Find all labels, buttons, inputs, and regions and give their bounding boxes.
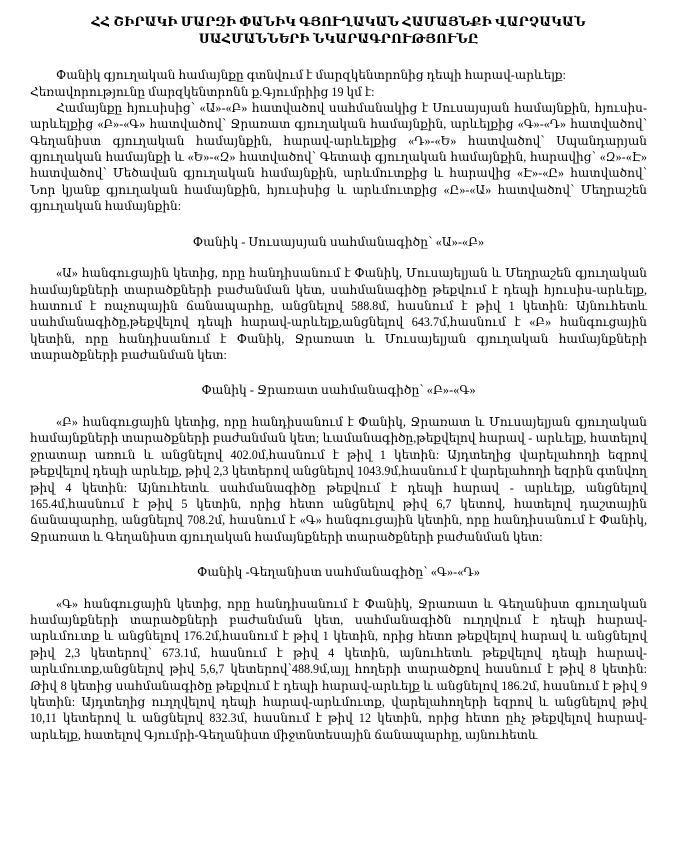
spacer bbox=[30, 363, 647, 382]
section-3-paragraph-1: «Գ» հանգուցային կետից, որը հանդիսանում է Փանիկ, Ջրառատ և Գեղանիստ գյուղական համայնքների տարածքների բաժանման կետ, սահմանագիծն ուղղվում է դեպի հարավ-արևմուտք և անցնելով 176.2մ,հասնում է թիվ 1 կետին, որից հետո թեքվելով հարավ և անցնելով թիվ 2,3 կետերով՝ 673.1մ, հասնում է թիվ 4 կետին, այնուհետև թեքվելով դեպի հարավ-արևմուտք,անցնելով թիվ 5,6,7 կետերով՝488.9մ,այլ հողերի տարածքով հասնում է թիվ 8 կետին: Թիվ 8 կետից սահմանագիծը թեքվում է դեպի հարավ-արևելք և անցնելով 186.2մ, հասնում է թիվ 9 կետին: Այդտեղից ուղղվելով դեպի հարավ-արևմուտք, վարելահողերի եզրով և անցնելով թիվ 10,11 կետերով և անցնելով 832.3մ, հասնում է թիվ 12 կետին, որից հետո ըհչ թեքվելով հարավ-արևելք, հատելով Գյումրի-Գեղանիստ միջտնտեսային ճանապարհը, այնուհետև bbox=[30, 596, 647, 742]
section-heading-1: Փանիկ - Սուսայսյան սահմանագիծը՝ «Ա»-«Բ» bbox=[192, 234, 485, 249]
spacer bbox=[30, 545, 647, 564]
intro-paragraph-2: Հեռավորությունը մարզկենտրոնն ք.Գյումրիից 19 կմ է: bbox=[30, 84, 375, 99]
page-title-line-2: ՍԱՀՄԱՆՆԵՐԻ ՆԿԱՐԱԳՐՈՒԹՅՈՒՆԸ bbox=[198, 31, 479, 46]
page-title-line-1: ՀՀ ՇԻՐԱԿԻ ՄԱՐԶԻ ՓԱՆԻԿ ԳՅՈՒՂԱԿԱՆ ՀԱՄԱՅՆՔԻ ՎԱՐՉԱԿԱՆ bbox=[91, 15, 586, 29]
intro-paragraph-3: Համայնքը հյուսիսից՝ «Ա»-«Բ» հատվածով սահմանակից է Սուսայսյան համայնքին, հյուսիս-արևելքից «Բ»-«Գ» հատվածով՝ Ջրառատ գյուղական համայնքին, արևելքից «Գ»-«Դ» հատվածով՝ Գեղանիստ գյուղական համայնքին, հարավ-արևելքից «Դ»-«Ե» հատվածով՝ Սպանդարյան գյուղական համայնքի և «Ե»-«Զ» հատվածով՝ Գետափ գյուղական համայնքին, հարավից՝ «Զ»-«Է» հատվածով՝ Մեծավան գյուղական համայնքին, արևմուտքից և հարավից «Է»-«Ը» հատվածով՝ Նոր կյանք գյուղական համայնքին, հյուսիսից և արևմուտքից «Ը»-«Ա» հատվածով՝ Մեղրաշեն գյուղական համայնքին: bbox=[30, 100, 647, 214]
spacer bbox=[30, 581, 647, 596]
spacer bbox=[30, 399, 647, 414]
intro-paragraph-1: Փանիկ գյուղական համայնքը գտնվում է մարզկենտրոնից դեպի հարավ-արևելք: bbox=[56, 68, 566, 83]
section-2-paragraph-1: «Բ» հանգուցային կետից, որը հանդիսանում է Փանիկ, Ջրառատ և Մուսայելյան գյուղական համայնքների տարածքների բաժանման կետ; ևամանագիծը,թեքվելով հարավ - արևելք, հատելով ջրատար առուն և անցնելով 402.0մ,հասնում է թիվ 1 կետին: Այդտեղից վարելահողի եզրով թեքվելով դեպի արևելք, թիվ 2,3 կետերով անցնելով 1043.9մ,հասնում է վարելահողի եզրին գտնվող թիվ 4 կետին: Այնուհետև սահմանագիծը թեքվում է դեպի հարավ - արևելք, անցնելով 165.4մ,հասնում է թիվ 5 կետին, որից հետո անցնելով թիվ 6,7 կետով, հատելով դաշտային ճանապարհը, անցնելով 708.2մ, հասնում է «Գ» հանգուցային կետին, որը հանդիսանում է Փանիկ, Ջրառատ և Գեղանիստ գյուղական համայնքների տարածքների բաժանման կետ: bbox=[30, 415, 647, 544]
section-heading-3: Փանիկ -Գեղանիստ սահմանագիծը՝ «Գ»-«Դ» bbox=[197, 565, 480, 580]
section-heading-2: Փանիկ - Ջրառատ սահմանագիծը՝ «Բ»-«Գ» bbox=[201, 383, 476, 398]
spacer bbox=[30, 250, 647, 265]
page-title bbox=[30, 14, 647, 47]
spacer bbox=[30, 215, 647, 234]
section-1-paragraph-1: «Ա» հանգուցային կետից, որը հանդիսանում է Փանիկ, Մուսայելյան և Մեղրաշեն գյուղական համայնքների տարածքների բաժանման կետ, սահմանագիծը թեքվում է դեպի հյուսիս-արևելք, հատում է ռաչոպային ճանապարհը, անցնելով 588.8մ, հասնում է թիվ 1 կետին: Այնուհետև սահմանագիծը,թեքվելով դեպի հարավ-արևելք,անցնելով 643.7մ,հասնում է «Բ» հանգուցային կետին, որը հանդիսանում է Փանիկ, Ջրառատ և Մուսայելյան գյուղական համայնքների տարածքների բաժանման կետ: bbox=[30, 266, 647, 363]
